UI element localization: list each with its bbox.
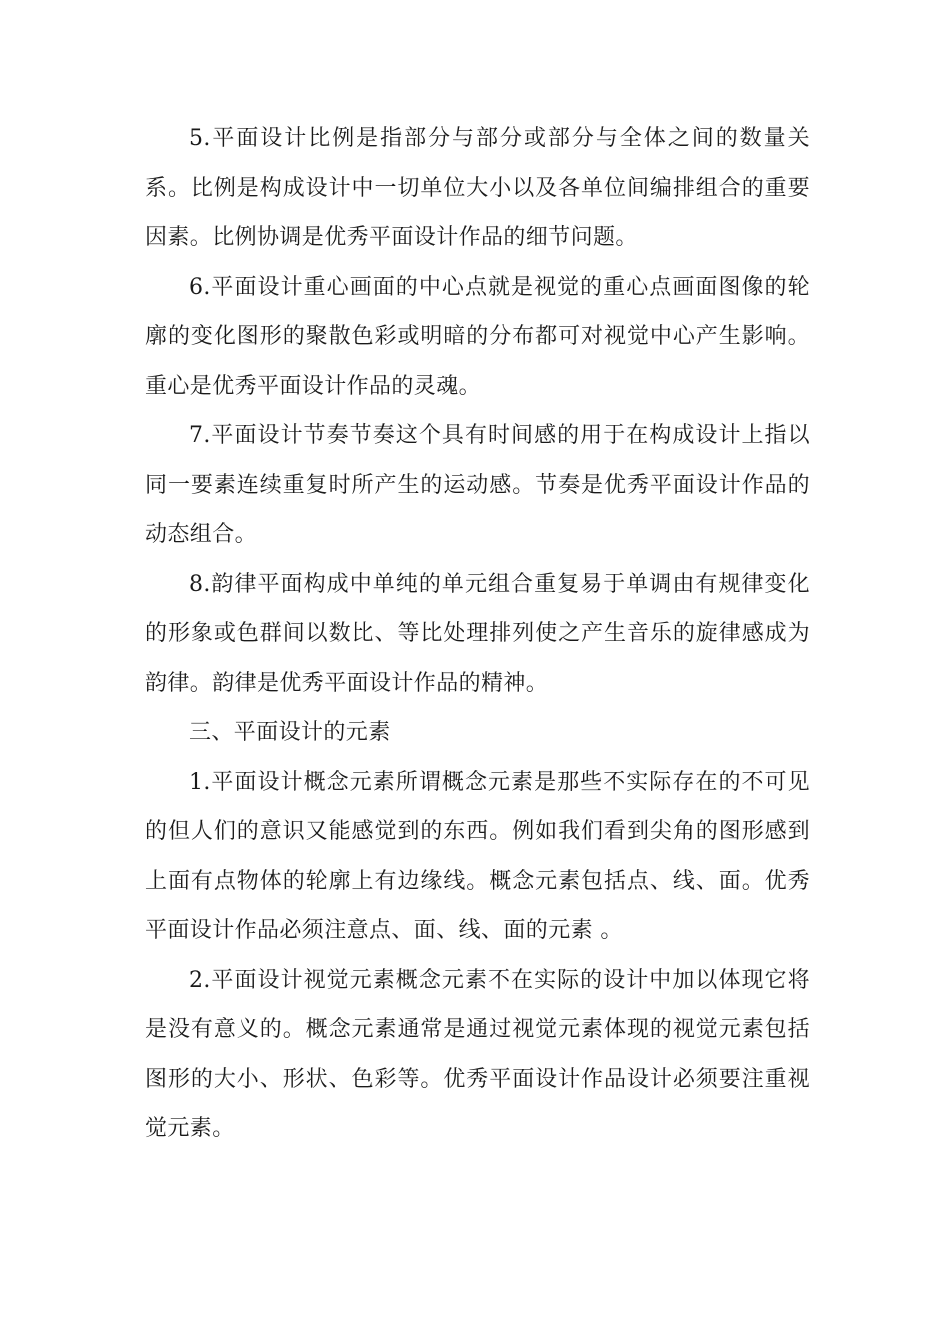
document-body xyxy=(145,114,810,1154)
section-heading-elements: 三、平面设计的元素 xyxy=(189,720,391,745)
paragraph-visual-elements: 2.平面设计视觉元素概念元素不在实际的设计中加以体现它将是没有意义的。概念元素通常是通过视觉元素体现的视觉元素包括图形的大小、形状、色彩等。优秀平面设计作品设计必须要注重视觉元素。 xyxy=(145,967,810,1141)
paragraph-proportion: 5.平面设计比例是指部分与部分或部分与全体之间的数量关系。比例是构成设计中一切单位大小以及各单位间编排组合的重要因素。比例协调是优秀平面设计作品的细节问题。 xyxy=(145,126,810,250)
paragraph-conceptual-elements: 1.平面设计概念元素所谓概念元素是那些不实际存在的不可见的但人们的意识又能感觉到的东西。例如我们看到尖角的图形感到上面有点物体的轮廓上有边缘线。概念元素包括点、线、面。优秀平面设计作品必须注意点、面、线、面的元素 。 xyxy=(145,769,810,943)
paragraph-rhythm: 7.平面设计节奏节奏这个具有时间感的用于在构成设计上指以同一要素连续重复时所产生的运动感。节奏是优秀平面设计作品的动态组合。 xyxy=(145,423,810,547)
paragraph-cadence: 8.韵律平面构成中单纯的单元组合重复易于单调由有规律变化的形象或色群间以数比、等比处理排列使之产生音乐的旋律感成为韵律。韵律是优秀平面设计作品的精神。 xyxy=(145,571,810,696)
paragraph-center-of-gravity: 6.平面设计重心画面的中心点就是视觉的重心点画面图像的轮廓的变化图形的聚散色彩或明暗的分布都可对视觉中心产生影响。重心是优秀平面设计作品的灵魂。 xyxy=(145,274,810,399)
